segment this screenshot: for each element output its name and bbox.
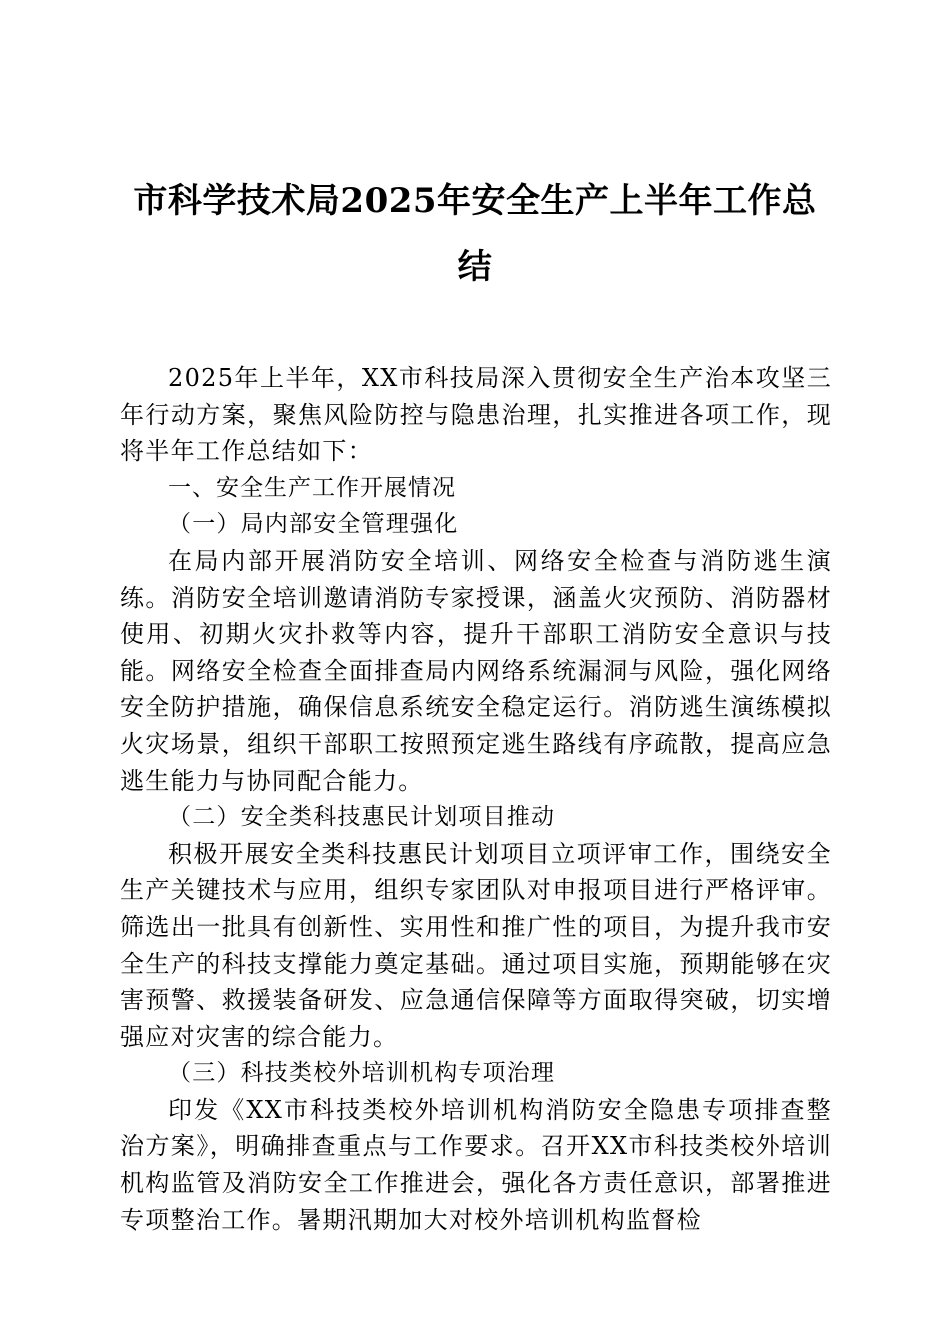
document-body	[120, 360, 832, 1238]
document-title: 市科学技术局2025年安全生产上半年工作总结	[133, 181, 817, 287]
intro-paragraph: 2025年上半年，XX市科技局深入贯彻安全生产治本攻坚三年行动方案，聚焦风险防控与隐患治理，扎实推进各项工作，现将半年工作总结如下：	[120, 364, 832, 466]
subsection-heading-2: （二）安全类科技惠民计划项目推动	[168, 804, 556, 831]
subsection-heading-3: （三）科技类校外培训机构专项治理	[168, 1060, 556, 1087]
subsection-heading-1: （一）局内部安全管理强化	[168, 511, 459, 538]
subsection-paragraph-2: 积极开展安全类科技惠民计划项目立项评审工作，围绕安全生产关键技术与应用，组织专家团队对申报项目进行严格评审。筛选出一批具有创新性、实用性和推广性的项目，为提升我市安全生产的科技支撑能力奠定基础。通过项目实施，预期能够在灾害预警、救援装备研发、应急通信保障等方面取得突破，切实增强应对灾害的综合能力。	[120, 839, 832, 1051]
subsection-paragraph-1: 在局内部开展消防安全培训、网络安全检查与消防逃生演练。消防安全培训邀请消防专家授课，涵盖火灾预防、消防器材使用、初期火灾扑救等内容，提升干部职工消防安全意识与技能。网络安全检查全面排查局内网络系统漏洞与风险，强化网络安全防护措施，确保信息系统安全稳定运行。消防逃生演练模拟火灾场景，组织干部职工按照预定逃生路线有序疏散，提高应急逃生能力与协同配合能力。	[120, 546, 832, 795]
subsection-paragraph-3: 印发《XX市科技类校外培训机构消防安全隐患专项排查整治方案》，明确排查重点与工作要求。召开XX市科技类校外培训机构监管及消防安全工作推进会，强化各方责任意识，部署推进专项整治工作。暑期汛期加大对校外培训机构监督检	[120, 1095, 832, 1234]
section-heading-1: 一、安全生产工作开展情况	[168, 474, 456, 501]
